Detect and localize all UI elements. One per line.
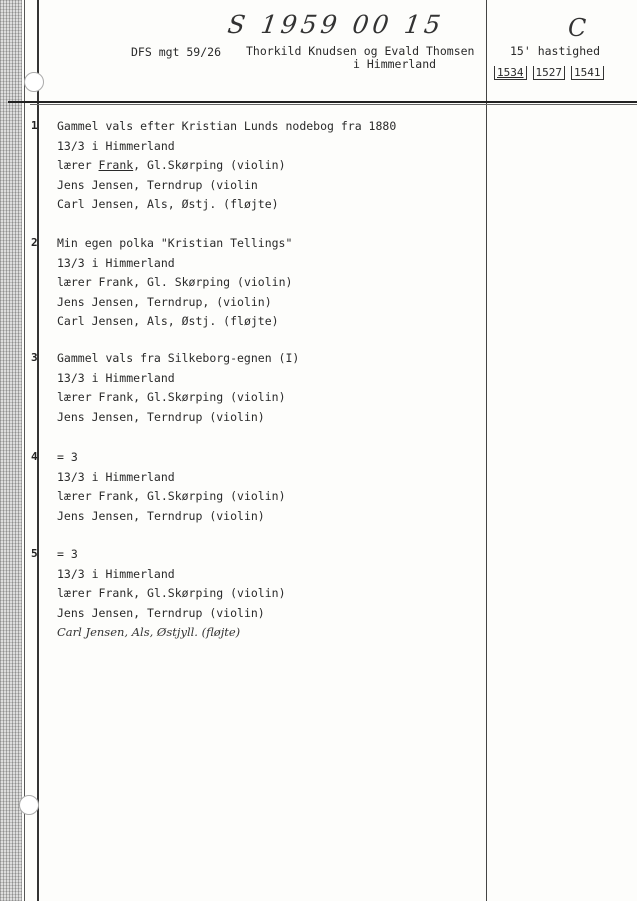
item-title: = 3 [57, 450, 78, 464]
tape-number: 1527 [533, 66, 566, 80]
punch-hole [19, 795, 39, 815]
header-rule [8, 101, 637, 103]
recording-item [57, 547, 286, 645]
tape-speed: 15' hastighed [510, 44, 601, 58]
item-date-place: 13/3 i Himmerland [57, 469, 175, 484]
reference: DFS mgt 59/26 [131, 45, 222, 59]
class-marker: C [568, 14, 587, 42]
recording-item [57, 236, 292, 334]
performer: lærer Frank, Gl. Skørping (violin) [57, 275, 293, 289]
handwritten-performer: Carl Jensen, Als, Østjyll. (fløjte) [57, 625, 241, 639]
item-title: Gammel vals efter Kristian Lunds nodebog fra 1880 [57, 119, 397, 133]
performer: lærer Frank, Gl.Skørping (violin) [57, 586, 286, 600]
header-rule-secondary [30, 104, 637, 105]
performer: lærer Frank, Gl.Skørping (violin) [57, 390, 286, 404]
collectors-line-2: i Himmerland [353, 57, 437, 71]
performer: Carl Jensen, Als, Østj. (fløjte) [57, 314, 279, 328]
performer: Jens Jensen, Terndrup (violin) [57, 508, 265, 523]
performer: lærer Frank, Gl.Skørping (violin) [57, 158, 286, 172]
performer: Jens Jensen, Terndrup (violin) [57, 605, 265, 620]
item-title: Gammel vals fra Silkeborg-egnen (I) [57, 351, 300, 365]
item-number: 1 [31, 119, 38, 132]
performer: Jens Jensen, Terndrup (violin) [57, 409, 265, 424]
binding-strip [0, 0, 22, 901]
item-date-place: 13/3 i Himmerland [57, 370, 175, 385]
recording-item [57, 450, 286, 528]
item-number: 4 [31, 450, 38, 463]
item-number: 5 [31, 547, 38, 560]
punch-hole [24, 72, 44, 92]
item-date-place: 13/3 i Himmerland [57, 255, 175, 270]
recording-item [57, 351, 299, 429]
collectors-line-1: Thorkild Knudsen og Evald Thomsen [246, 44, 475, 58]
archive-number: S 1959 00 15 [225, 10, 447, 39]
performer: Carl Jensen, Als, Østj. (fløjte) [57, 197, 279, 211]
tape-numbers [494, 66, 604, 80]
performer: lærer Frank, Gl.Skørping (violin) [57, 489, 286, 503]
item-number: 3 [31, 351, 38, 364]
performer: Jens Jensen, Terndrup, (violin) [57, 294, 272, 309]
item-date-place: 13/3 i Himmerland [57, 138, 175, 153]
tape-number: 1534 [494, 66, 527, 80]
item-date-place: 13/3 i Himmerland [57, 566, 175, 581]
item-number: 2 [31, 236, 38, 249]
item-title: = 3 [57, 547, 78, 561]
recording-item [57, 119, 396, 217]
tape-number: 1541 [571, 66, 604, 80]
performer: Jens Jensen, Terndrup (violin [57, 177, 258, 192]
column-divider [486, 0, 487, 901]
binding-edge [24, 0, 25, 901]
item-title: Min egen polka "Kristian Tellings" [57, 236, 293, 250]
